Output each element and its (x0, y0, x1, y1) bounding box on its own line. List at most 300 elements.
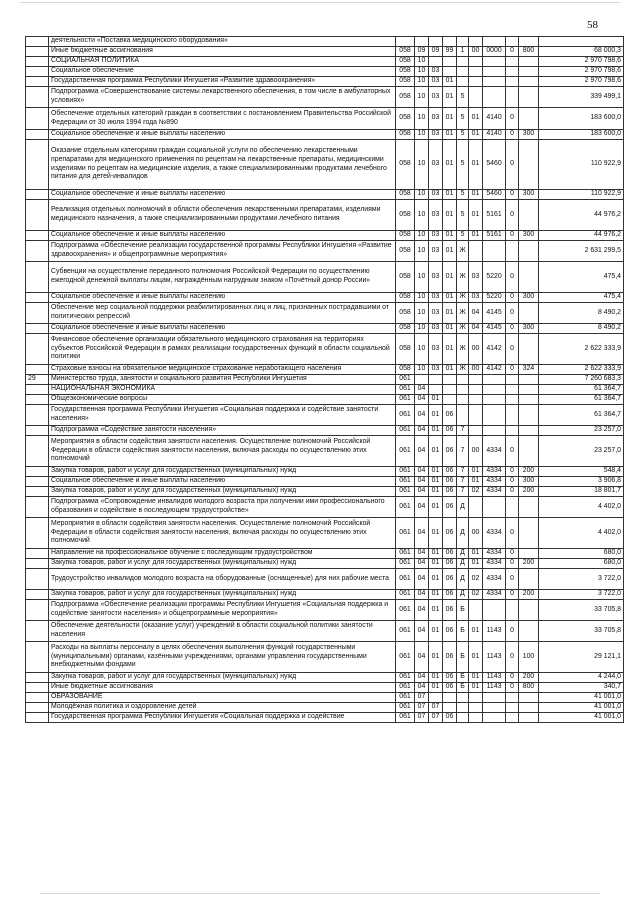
event-code-cell: 01 (469, 108, 483, 130)
row-number-cell (26, 559, 49, 569)
program-code-cell: 06 (443, 673, 457, 683)
suffix-code-cell: 0 (506, 436, 519, 467)
item-name-cell: Обеспечение деятельности (оказание услуг) учреждений в области социальной политики занятости населения (49, 621, 396, 642)
row-number-cell (26, 477, 49, 487)
program-code-cell: 01 (443, 200, 457, 231)
amount-cell: 2 622 333,9 (539, 334, 624, 365)
program-code-cell: 01 (443, 77, 457, 87)
program-code-cell: 01 (443, 324, 457, 334)
admin-code-cell: 061 (396, 549, 415, 559)
section-code-cell: 10 (415, 324, 429, 334)
suffix-code-cell (506, 77, 519, 87)
subprogram-code-cell (457, 77, 469, 87)
item-name-cell: НАЦИОНАЛЬНАЯ ЭКОНОМИКА (49, 385, 396, 395)
event-code-cell: 01 (469, 200, 483, 231)
item-name-cell: Обеспечение мер социальной поддержки реабилитированных лиц и лиц, признанных пострадавшими от политических репрессий (49, 303, 396, 324)
row-number-cell (26, 108, 49, 130)
item-name-cell: Молодёжная политика и оздоровление детей (49, 703, 396, 713)
program-code-cell: 06 (443, 621, 457, 642)
table-row (26, 87, 624, 108)
expense-type-code-cell (519, 140, 539, 190)
section-code-cell: 04 (415, 487, 429, 497)
program-code-cell: 01 (443, 87, 457, 108)
table-row (26, 365, 624, 375)
row-number-cell (26, 293, 49, 303)
subsection-code-cell (429, 693, 443, 703)
direction-code-cell: 4334 (483, 467, 506, 477)
expense-type-code-cell: 100 (519, 642, 539, 673)
row-number-cell (26, 200, 49, 231)
suffix-code-cell: 0 (506, 231, 519, 241)
program-code-cell: 06 (443, 426, 457, 436)
row-number-cell (26, 703, 49, 713)
subsection-code-cell: 03 (429, 334, 443, 365)
direction-code-cell: 4334 (483, 559, 506, 569)
direction-code-cell: 4140 (483, 130, 506, 140)
section-code-cell: 07 (415, 693, 429, 703)
direction-code-cell (483, 703, 506, 713)
section-code-cell: 10 (415, 293, 429, 303)
direction-code-cell (483, 241, 506, 262)
section-code-cell: 10 (415, 108, 429, 130)
table-row (26, 334, 624, 365)
subprogram-code-cell (457, 713, 469, 723)
suffix-code-cell: 0 (506, 140, 519, 190)
table-row (26, 293, 624, 303)
row-number-cell (26, 365, 49, 375)
suffix-code-cell: 0 (506, 683, 519, 693)
event-code-cell: 01 (469, 549, 483, 559)
program-code-cell: 01 (443, 293, 457, 303)
subsection-code-cell (429, 37, 443, 47)
program-code-cell: 06 (443, 436, 457, 467)
direction-code-cell: 1143 (483, 621, 506, 642)
expense-type-code-cell (519, 87, 539, 108)
subprogram-code-cell (457, 693, 469, 703)
subprogram-code-cell: Ж (457, 241, 469, 262)
section-code-cell: 04 (415, 600, 429, 621)
item-name-cell: Закупка товаров, работ и услуг для государственных (муниципальных) нужд (49, 559, 396, 569)
subprogram-code-cell (457, 703, 469, 713)
subsection-code-cell: 03 (429, 262, 443, 293)
admin-code-cell: 058 (396, 108, 415, 130)
program-code-cell (443, 37, 457, 47)
subsection-code-cell: 03 (429, 190, 443, 200)
expense-type-code-cell: 300 (519, 190, 539, 200)
item-name-cell: Оказание отдельным категориям граждан социальной услуги по обеспечению лекарственными препаратами для медицинского применения по рецептам на лекарственные препараты, медицинскими изделиями по рецептам на медицинские изделия, а также специализированными продуктами лечебного питания для детей-инвалидов (49, 140, 396, 190)
section-code-cell: 04 (415, 385, 429, 395)
event-code-cell: 01 (469, 467, 483, 477)
table-row (26, 303, 624, 324)
item-name-cell: Государственная программа Республики Ингушетия «Социальная поддержка и содействие занятости населения» (49, 405, 396, 426)
section-code-cell: 10 (415, 77, 429, 87)
subprogram-code-cell: 7 (457, 477, 469, 487)
item-name-cell: Общеэкономические вопросы (49, 395, 396, 405)
program-code-cell: 06 (443, 467, 457, 477)
subprogram-code-cell: Д (457, 497, 469, 518)
event-code-cell: 02 (469, 569, 483, 590)
admin-code-cell: 058 (396, 130, 415, 140)
item-name-cell: Подпрограмма «Совершенствование системы лекарственного обеспечения, в том числе в амбулаторных условиях» (49, 87, 396, 108)
item-name-cell: Государственная программа Республики Ингушетия «Развитие здравоохранения» (49, 77, 396, 87)
admin-code-cell: 058 (396, 293, 415, 303)
expense-type-code-cell (519, 375, 539, 385)
section-code-cell: 10 (415, 262, 429, 293)
subsection-code-cell: 03 (429, 200, 443, 231)
subprogram-code-cell: 7 (457, 436, 469, 467)
admin-code-cell: 061 (396, 467, 415, 477)
section-code-cell: 04 (415, 497, 429, 518)
amount-cell: 183 600,0 (539, 108, 624, 130)
admin-code-cell: 061 (396, 385, 415, 395)
item-name-cell: Мероприятия в области содействия занятости населения. Осуществление полномочий Российской Федерации в области содействия занятости населения, включая расходы по осуществлению этих полномочий (49, 436, 396, 467)
direction-code-cell (483, 693, 506, 703)
row-number-cell (26, 37, 49, 47)
bottom-scan-edge-line (40, 893, 600, 894)
suffix-code-cell (506, 385, 519, 395)
table-row (26, 569, 624, 590)
event-code-cell (469, 385, 483, 395)
expense-type-code-cell: 800 (519, 47, 539, 57)
item-name-cell: Социальное обеспечение и иные выплаты населению (49, 231, 396, 241)
amount-cell: 340,7 (539, 683, 624, 693)
program-code-cell (443, 703, 457, 713)
item-name-cell: Социальное обеспечение и иные выплаты населению (49, 293, 396, 303)
table-row (26, 140, 624, 190)
program-code-cell (443, 693, 457, 703)
event-code-cell: 02 (469, 590, 483, 600)
expense-type-code-cell (519, 37, 539, 47)
section-code-cell: 10 (415, 241, 429, 262)
subsection-code-cell: 03 (429, 293, 443, 303)
direction-code-cell: 5161 (483, 231, 506, 241)
expense-type-code-cell: 300 (519, 130, 539, 140)
expense-type-code-cell (519, 497, 539, 518)
program-code-cell: 01 (443, 303, 457, 324)
event-code-cell (469, 600, 483, 621)
subsection-code-cell: 01 (429, 467, 443, 477)
subsection-code-cell: 01 (429, 477, 443, 487)
top-scan-edge-line (20, 2, 620, 3)
expense-type-code-cell (519, 108, 539, 130)
row-number-cell (26, 518, 49, 549)
suffix-code-cell: 0 (506, 130, 519, 140)
row-number-cell (26, 262, 49, 293)
expense-type-code-cell (519, 518, 539, 549)
amount-cell: 110 922,9 (539, 140, 624, 190)
row-number-cell (26, 57, 49, 67)
event-code-cell (469, 426, 483, 436)
subsection-code-cell: 03 (429, 108, 443, 130)
suffix-code-cell: 0 (506, 262, 519, 293)
subsection-code-cell: 01 (429, 590, 443, 600)
subsection-code-cell (429, 385, 443, 395)
admin-code-cell: 058 (396, 324, 415, 334)
expense-type-code-cell (519, 385, 539, 395)
item-name-cell: Государственная программа Республики Ингушетия «Социальная поддержка и содействие (49, 713, 396, 723)
subsection-code-cell: 03 (429, 140, 443, 190)
subprogram-code-cell: Б (457, 600, 469, 621)
event-code-cell: 01 (469, 621, 483, 642)
table-row (26, 703, 624, 713)
admin-code-cell: 061 (396, 426, 415, 436)
row-number-cell: 29 (26, 375, 49, 385)
expense-type-code-cell (519, 569, 539, 590)
subsection-code-cell (429, 57, 443, 67)
row-number-cell (26, 87, 49, 108)
subsection-code-cell: 01 (429, 683, 443, 693)
amount-cell: 2 970 798,6 (539, 57, 624, 67)
suffix-code-cell: 0 (506, 559, 519, 569)
subprogram-code-cell: Ж (457, 334, 469, 365)
program-code-cell: 01 (443, 365, 457, 375)
section-code-cell: 04 (415, 426, 429, 436)
direction-code-cell (483, 395, 506, 405)
program-code-cell: 06 (443, 569, 457, 590)
admin-code-cell: 061 (396, 642, 415, 673)
direction-code-cell (483, 600, 506, 621)
subprogram-code-cell: Б (457, 673, 469, 683)
row-number-cell (26, 67, 49, 77)
program-code-cell: 06 (443, 559, 457, 569)
subsection-code-cell: 09 (429, 47, 443, 57)
suffix-code-cell: 0 (506, 47, 519, 57)
program-code-cell: 01 (443, 108, 457, 130)
amount-cell: 475,4 (539, 293, 624, 303)
amount-cell: 2 631 299,5 (539, 241, 624, 262)
section-code-cell: 10 (415, 303, 429, 324)
page-number: 58 (587, 19, 598, 31)
direction-code-cell (483, 375, 506, 385)
admin-code-cell: 058 (396, 87, 415, 108)
table-row (26, 693, 624, 703)
admin-code-cell: 061 (396, 683, 415, 693)
expense-type-code-cell (519, 57, 539, 67)
amount-cell: 3 906,8 (539, 477, 624, 487)
admin-code-cell: 061 (396, 395, 415, 405)
row-number-cell (26, 190, 49, 200)
table-row (26, 518, 624, 549)
expense-type-code-cell (519, 703, 539, 713)
suffix-code-cell (506, 497, 519, 518)
item-name-cell: Мероприятия в области содействия занятости населения. Осуществление полномочий Российской Федерации в области содействия занятости населения, включая расходы по осуществлению этих полномочий (49, 518, 396, 549)
amount-cell: 61 364,7 (539, 405, 624, 426)
direction-code-cell: 4334 (483, 590, 506, 600)
admin-code-cell: 061 (396, 477, 415, 487)
subprogram-code-cell (457, 385, 469, 395)
section-code-cell: 10 (415, 231, 429, 241)
suffix-code-cell (506, 375, 519, 385)
table-row (26, 37, 624, 47)
program-code-cell: 06 (443, 590, 457, 600)
subprogram-code-cell: Ж (457, 324, 469, 334)
direction-code-cell: 5161 (483, 200, 506, 231)
row-number-cell (26, 497, 49, 518)
admin-code-cell: 061 (396, 673, 415, 683)
direction-code-cell: 5220 (483, 293, 506, 303)
row-number-cell (26, 231, 49, 241)
subprogram-code-cell: 5 (457, 190, 469, 200)
row-number-cell (26, 395, 49, 405)
table-row (26, 385, 624, 395)
item-name-cell: Социальное обеспечение и иные выплаты населению (49, 130, 396, 140)
expense-type-code-cell: 300 (519, 324, 539, 334)
suffix-code-cell (506, 67, 519, 77)
suffix-code-cell: 0 (506, 621, 519, 642)
table-row (26, 673, 624, 683)
event-code-cell: 03 (469, 262, 483, 293)
table-row (26, 67, 624, 77)
direction-code-cell: 4145 (483, 324, 506, 334)
admin-code-cell: 058 (396, 77, 415, 87)
suffix-code-cell: 0 (506, 642, 519, 673)
subprogram-code-cell: Б (457, 683, 469, 693)
direction-code-cell: 4334 (483, 569, 506, 590)
program-code-cell: 06 (443, 683, 457, 693)
section-code-cell: 04 (415, 621, 429, 642)
subprogram-code-cell: 5 (457, 231, 469, 241)
suffix-code-cell: 0 (506, 477, 519, 487)
row-number-cell (26, 324, 49, 334)
expense-type-code-cell: 300 (519, 231, 539, 241)
amount-cell: 41 001,0 (539, 703, 624, 713)
row-number-cell (26, 673, 49, 683)
amount-cell: 4 402,0 (539, 518, 624, 549)
amount-cell: 339 499,1 (539, 87, 624, 108)
subsection-code-cell: 01 (429, 518, 443, 549)
row-number-cell (26, 436, 49, 467)
amount-cell: 41 001,0 (539, 693, 624, 703)
direction-code-cell (483, 426, 506, 436)
subsection-code-cell: 01 (429, 549, 443, 559)
admin-code-cell: 058 (396, 334, 415, 365)
admin-code-cell: 058 (396, 67, 415, 77)
subprogram-code-cell (457, 395, 469, 405)
admin-code-cell: 061 (396, 518, 415, 549)
section-code-cell: 09 (415, 47, 429, 57)
item-name-cell: Страховые взносы на обязательное медицинское страхование неработающего населения (49, 365, 396, 375)
direction-code-cell (483, 77, 506, 87)
suffix-code-cell (506, 703, 519, 713)
admin-code-cell: 058 (396, 57, 415, 67)
subsection-code-cell: 03 (429, 231, 443, 241)
row-number-cell (26, 334, 49, 365)
expense-type-code-cell: 300 (519, 477, 539, 487)
suffix-code-cell: 0 (506, 549, 519, 559)
subsection-code-cell (429, 375, 443, 385)
admin-code-cell: 061 (396, 590, 415, 600)
admin-code-cell: 058 (396, 231, 415, 241)
admin-code-cell: 061 (396, 621, 415, 642)
program-code-cell: 06 (443, 487, 457, 497)
program-code-cell (443, 67, 457, 77)
program-code-cell: 06 (443, 497, 457, 518)
expense-type-code-cell: 200 (519, 467, 539, 477)
admin-code-cell: 061 (396, 375, 415, 385)
table-row (26, 241, 624, 262)
expense-type-code-cell (519, 77, 539, 87)
section-code-cell: 04 (415, 673, 429, 683)
expense-type-code-cell (519, 436, 539, 467)
admin-code-cell (396, 37, 415, 47)
subsection-code-cell: 03 (429, 67, 443, 77)
direction-code-cell: 5460 (483, 190, 506, 200)
subsection-code-cell: 01 (429, 569, 443, 590)
section-code-cell: 10 (415, 190, 429, 200)
subsection-code-cell: 03 (429, 303, 443, 324)
subsection-code-cell: 07 (429, 713, 443, 723)
item-name-cell: Подпрограмма «Сопровождение инвалидов молодого возраста при получении ими профессионального образования и содействие в последующем трудоустройстве» (49, 497, 396, 518)
table-row (26, 108, 624, 130)
amount-cell: 3 722,0 (539, 569, 624, 590)
suffix-code-cell: 0 (506, 569, 519, 590)
section-code-cell: 04 (415, 559, 429, 569)
item-name-cell: Закупка товаров, работ и услуг для государственных (муниципальных) нужд (49, 467, 396, 477)
section-code-cell: 04 (415, 518, 429, 549)
row-number-cell (26, 140, 49, 190)
expense-type-code-cell (519, 693, 539, 703)
direction-code-cell: 1143 (483, 673, 506, 683)
event-code-cell: 01 (469, 190, 483, 200)
item-name-cell: Расходы на выплаты персоналу в целях обеспечения выполнения функций государственными (муниципальными) органами, казёнными учреждениями, органами управления государственными внебюджетными фондами (49, 642, 396, 673)
direction-code-cell: 4142 (483, 365, 506, 375)
expense-type-code-cell (519, 713, 539, 723)
program-code-cell: 06 (443, 642, 457, 673)
expense-type-code-cell (519, 426, 539, 436)
row-number-cell (26, 303, 49, 324)
event-code-cell: 01 (469, 559, 483, 569)
row-number-cell (26, 467, 49, 477)
suffix-code-cell (506, 405, 519, 426)
table-row (26, 590, 624, 600)
item-name-cell: Направление на профессиональное обучение с последующим трудоустройством (49, 549, 396, 559)
event-code-cell: 04 (469, 324, 483, 334)
budget-table (25, 36, 624, 723)
admin-code-cell: 061 (396, 703, 415, 713)
admin-code-cell: 061 (396, 487, 415, 497)
event-code-cell: 00 (469, 436, 483, 467)
section-code-cell: 04 (415, 590, 429, 600)
subsection-code-cell: 01 (429, 642, 443, 673)
direction-code-cell (483, 37, 506, 47)
program-code-cell: 06 (443, 518, 457, 549)
subprogram-code-cell: Ж (457, 303, 469, 324)
admin-code-cell: 061 (396, 497, 415, 518)
amount-cell: 7 260 683,3 (539, 375, 624, 385)
amount-cell: 680,0 (539, 559, 624, 569)
event-code-cell (469, 57, 483, 67)
admin-code-cell: 058 (396, 303, 415, 324)
subsection-code-cell: 01 (429, 487, 443, 497)
amount-cell: 3 722,0 (539, 590, 624, 600)
table-row (26, 262, 624, 293)
section-code-cell: 10 (415, 365, 429, 375)
item-name-cell: Реализация отдельных полномочий в области обеспечения лекарственными препаратами, изделиями медицинского назначения, а также специализированными продуктами лечебного питания (49, 200, 396, 231)
table-row (26, 467, 624, 477)
program-code-cell: 06 (443, 713, 457, 723)
row-number-cell (26, 47, 49, 57)
suffix-code-cell: 0 (506, 324, 519, 334)
suffix-code-cell: 0 (506, 590, 519, 600)
table-row (26, 683, 624, 693)
table-row (26, 190, 624, 200)
section-code-cell: 10 (415, 130, 429, 140)
subsection-code-cell: 03 (429, 87, 443, 108)
subprogram-code-cell: 7 (457, 426, 469, 436)
direction-code-cell: 4140 (483, 108, 506, 130)
event-code-cell: 01 (469, 683, 483, 693)
admin-code-cell: 061 (396, 436, 415, 467)
